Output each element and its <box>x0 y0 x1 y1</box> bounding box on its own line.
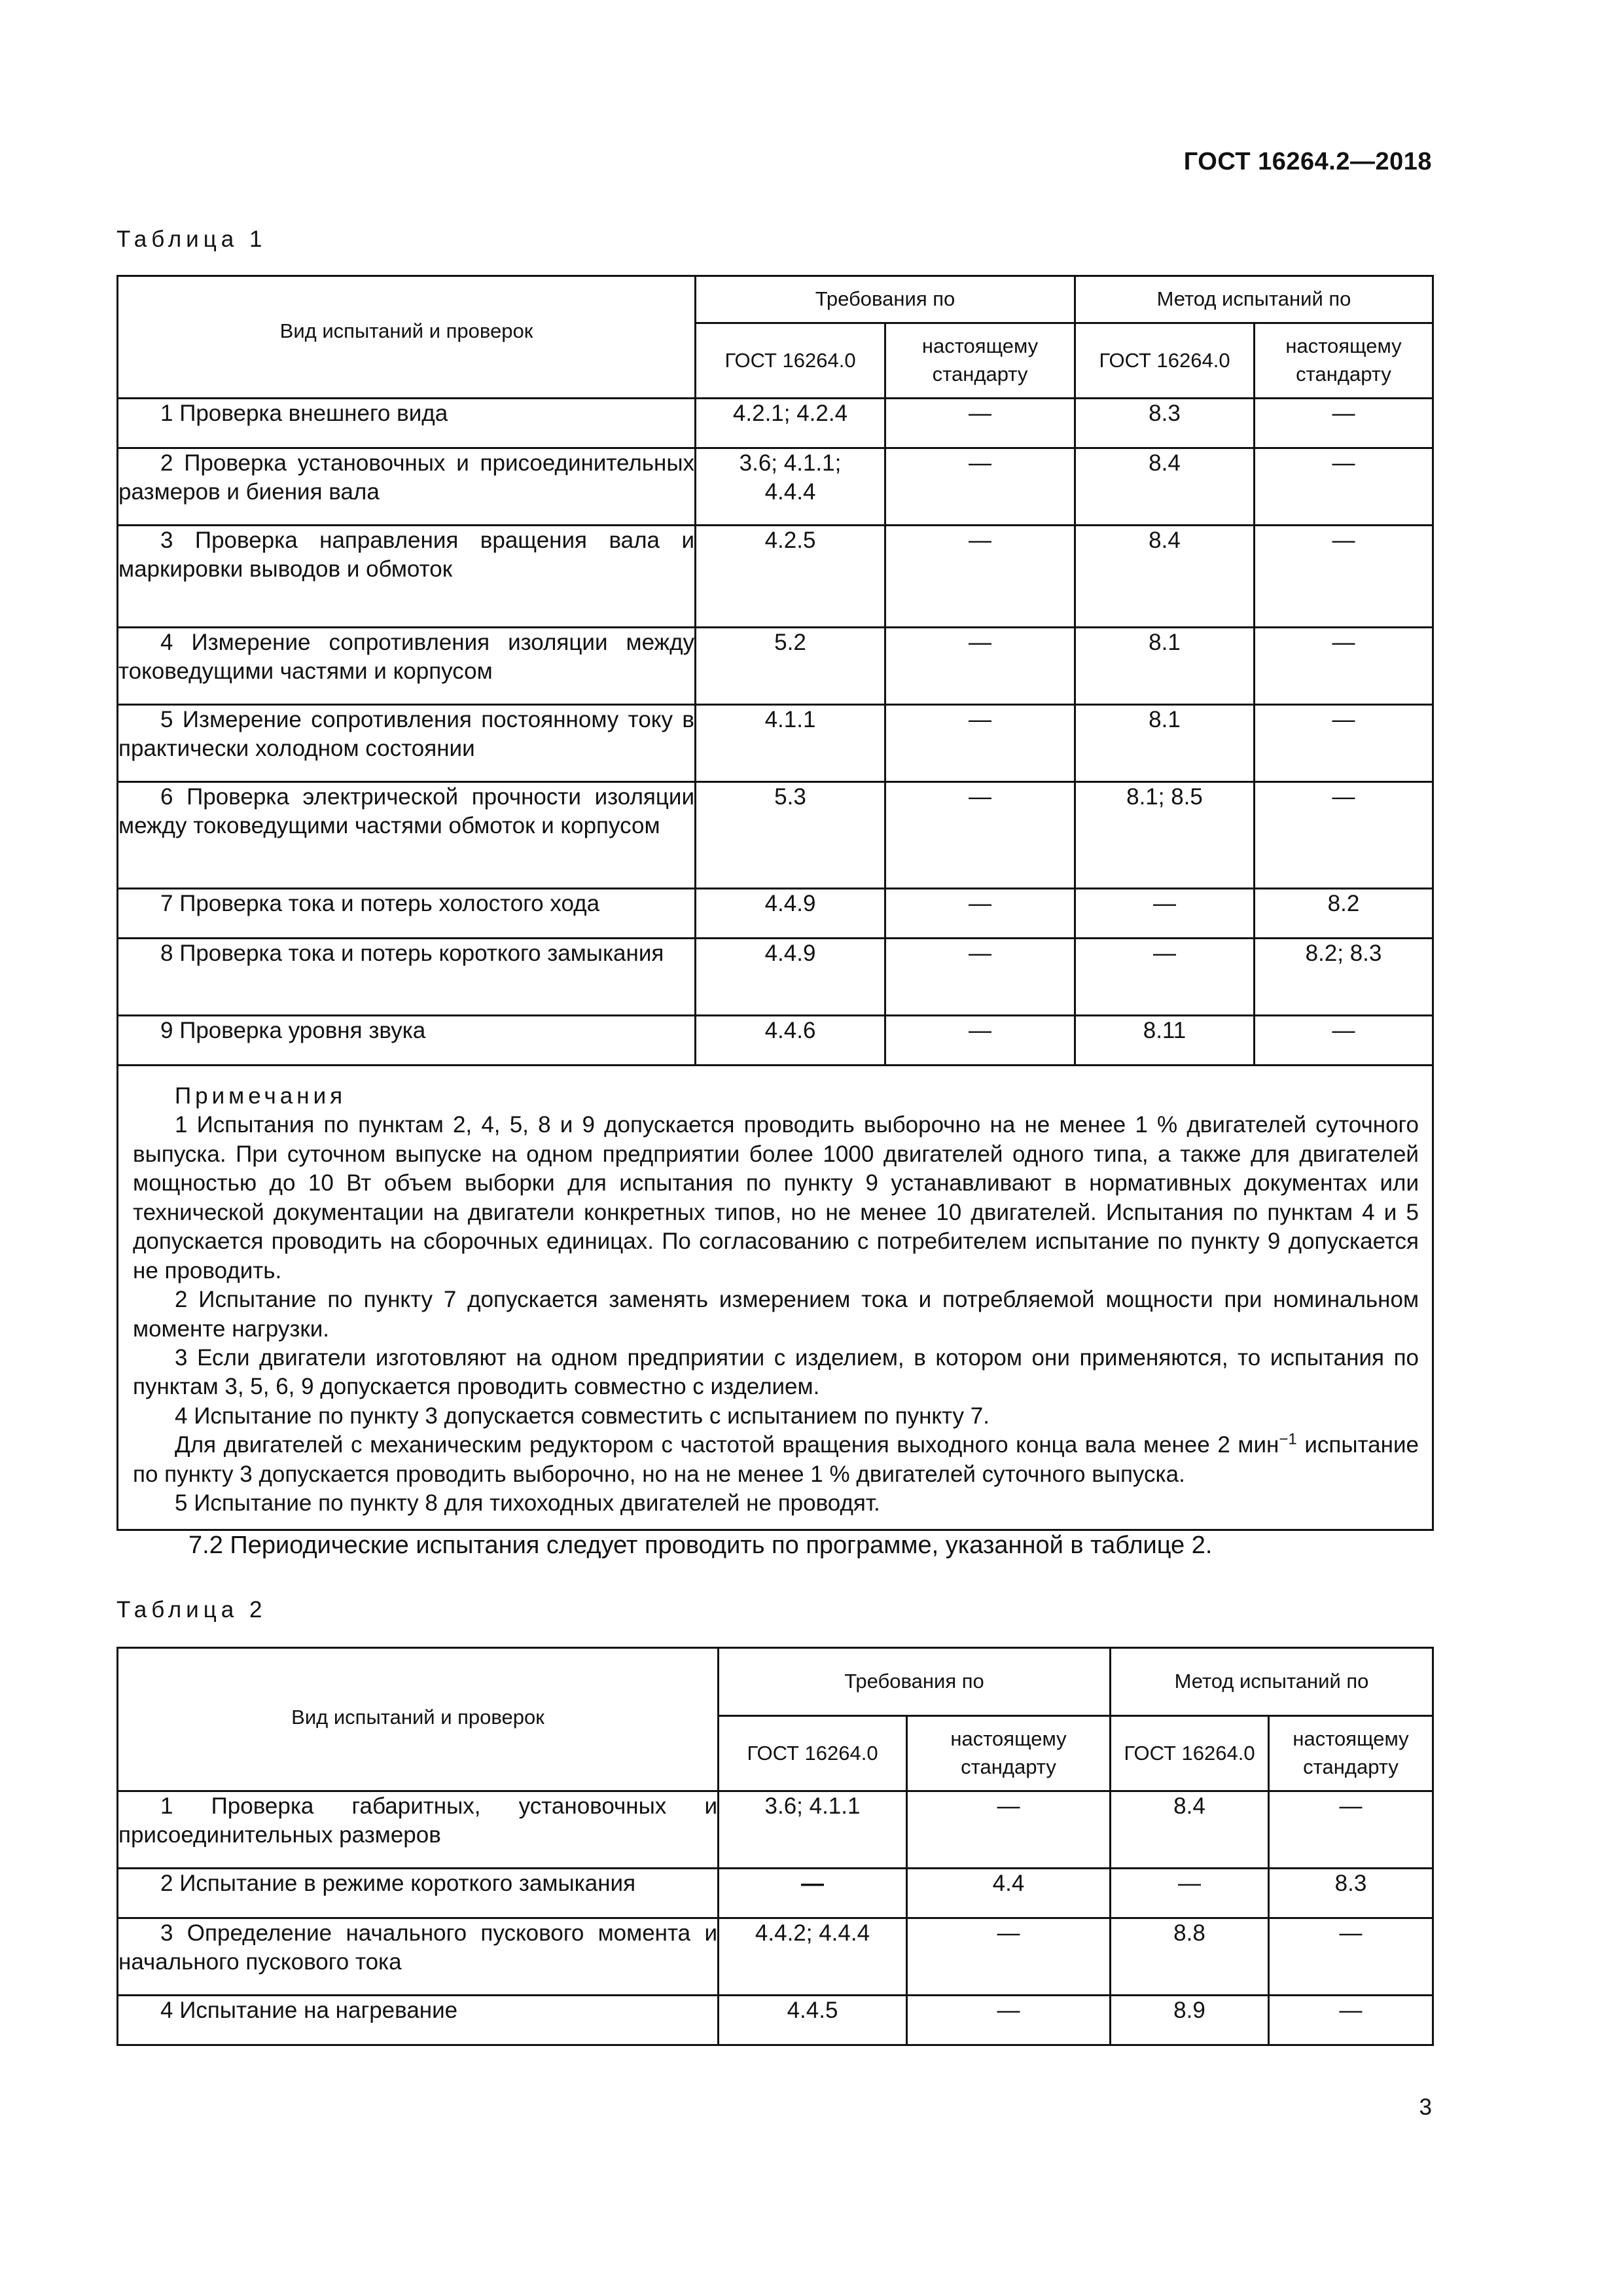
met-std-cell: — <box>1255 526 1433 628</box>
met-std-cell: — <box>1255 399 1433 448</box>
page-number: 3 <box>1419 2094 1432 2120</box>
req-std-cell: — <box>885 526 1075 628</box>
req-std-cell: — <box>907 1791 1111 1869</box>
table-row <box>118 1869 1433 1918</box>
notes-row <box>118 1066 1433 1530</box>
table-row <box>118 1918 1433 1996</box>
header-test-method: Метод испытаний по <box>1075 276 1433 323</box>
header-requirements: Требования по <box>719 1648 1111 1716</box>
header-met-gost: ГОСТ 16264.0 <box>1111 1716 1269 1791</box>
table-row <box>118 1016 1433 1066</box>
met-gost-cell: 8.11 <box>1075 1016 1255 1066</box>
table-row <box>118 1791 1433 1869</box>
req-gost-cell: — <box>719 1869 907 1918</box>
met-gost-cell: — <box>1075 889 1255 939</box>
document-code: ГОСТ 16264.2—2018 <box>1183 148 1432 175</box>
met-std-cell: — <box>1255 705 1433 782</box>
met-gost-cell: 8.4 <box>1075 526 1255 628</box>
table-row <box>118 1996 1433 2045</box>
note-4b-text-end: испытание по пункту 3 допускается проводить выборочно, но на не менее 1 % двигателей суточного выпуска. <box>133 1432 1419 1487</box>
table-2 <box>116 1647 1434 2046</box>
req-gost-cell: 4.4.6 <box>696 1016 885 1066</box>
req-std-cell: — <box>885 705 1075 782</box>
req-std-cell: — <box>885 939 1075 1016</box>
test-name: 1 Проверка внешнего вида <box>118 399 696 448</box>
table-2-body <box>118 1791 1433 2045</box>
table-row <box>118 889 1433 939</box>
table-row <box>118 526 1433 628</box>
test-name: 7 Проверка тока и потерь холостого хода <box>118 889 696 939</box>
req-gost-cell: 4.2.1; 4.2.4 <box>696 399 885 448</box>
table-1-body <box>118 399 1433 1530</box>
table-1-caption: Таблица 1 <box>116 226 267 252</box>
table-row <box>118 399 1433 448</box>
req-std-cell: — <box>885 782 1075 889</box>
met-std-cell: 8.2 <box>1255 889 1433 939</box>
header-req-gost: ГОСТ 16264.0 <box>719 1716 907 1791</box>
table-row <box>118 782 1433 889</box>
met-std-cell: — <box>1269 1918 1433 1996</box>
test-name: 1 Проверка габаритных, установочных и присоединительных размеров <box>118 1791 719 1869</box>
note-3: 3 Если двигатели изготовляют на одном предприятии с изделием, в котором они применяются, то испытания по пунктам 3, 5, 6, 9 допускается проводить совместно с изделием. <box>133 1344 1419 1400</box>
req-gost-cell: 4.2.5 <box>696 526 885 628</box>
req-std-cell: 4.4 <box>907 1869 1111 1918</box>
met-gost-cell: — <box>1111 1869 1269 1918</box>
test-name: 9 Проверка уровня звука <box>118 1016 696 1066</box>
req-gost-cell: 5.2 <box>696 628 885 705</box>
req-gost-cell: 3.6; 4.1.1 <box>719 1791 907 1869</box>
met-std-cell: — <box>1255 628 1433 705</box>
met-std-cell: — <box>1255 1016 1433 1066</box>
table-row <box>118 448 1433 526</box>
req-gost-cell: 4.4.5 <box>719 1996 907 2045</box>
test-name: 3 Определение начального пускового момента и начального пускового тока <box>118 1918 719 1996</box>
met-gost-cell: 8.4 <box>1111 1791 1269 1869</box>
header-test-type: Вид испытаний и проверок <box>118 276 696 399</box>
test-name: 8 Проверка тока и потерь короткого замыкания <box>118 939 696 1016</box>
note-1: 1 Испытания по пунктам 2, 4, 5, 8 и 9 допускается проводить выборочно на не менее 1 % двигателей суточного выпуска. При суточном выпуске на одном предприятии более 1000 двигателей одного типа, а также для двигателей мощностью до 10 Вт объем выборки для испытания по пункту 9 устанавливают в нормативных документах или технической документации на двигатели конкретных типов, но не менее 10 двигателей. Испытания по пунктам 4 и 5 допускается проводить на сборочных единицах. По согласованию с потребителем испытание по пункту 9 допускается не проводить. <box>133 1112 1419 1283</box>
header-req-std: настоящему стандарту <box>885 323 1075 399</box>
table-2-caption: Таблица 2 <box>116 1597 267 1623</box>
test-name: 3 Проверка направления вращения вала и маркировки выводов и обмоток <box>118 526 696 628</box>
test-name: 4 Измерение сопротивления изоляции между токоведущими частями и корпусом <box>118 628 696 705</box>
met-gost-cell: 8.1 <box>1075 628 1255 705</box>
req-gost-cell: 4.4.9 <box>696 889 885 939</box>
req-gost-cell: 4.4.9 <box>696 939 885 1016</box>
header-req-std: настоящему стандарту <box>907 1716 1111 1791</box>
test-name: 2 Испытание в режиме короткого замыкания <box>118 1869 719 1918</box>
test-name: 4 Испытание на нагревание <box>118 1996 719 2045</box>
met-std-cell: 8.3 <box>1269 1869 1433 1918</box>
met-std-cell: — <box>1269 1996 1433 2045</box>
header-met-std: настоящему стандарту <box>1269 1716 1433 1791</box>
table-row <box>118 939 1433 1016</box>
note-4-addendum <box>133 1431 1419 1489</box>
met-std-cell: — <box>1255 448 1433 526</box>
header-met-std: настоящему стандарту <box>1255 323 1433 399</box>
note-2: 2 Испытание по пункту 7 допускается заменять измерением тока и потребляемой мощности при номинальном моменте нагрузки. <box>133 1287 1419 1342</box>
req-std-cell: — <box>885 448 1075 526</box>
note-4b-text: Для двигателей с механическим редуктором с частотой вращения выходного конца вала менее 2 мин <box>175 1432 1279 1458</box>
req-std-cell: — <box>885 1016 1075 1066</box>
test-name: 6 Проверка электрической прочности изоляции между токоведущими частями обмоток и корпусом <box>118 782 696 889</box>
req-gost-cell: 3.6; 4.1.1; 4.4.4 <box>696 448 885 526</box>
met-gost-cell: 8.3 <box>1075 399 1255 448</box>
test-name: 2 Проверка установочных и присоединительных размеров и биения вала <box>118 448 696 526</box>
met-gost-cell: 8.9 <box>1111 1996 1269 2045</box>
met-std-cell: — <box>1255 782 1433 889</box>
note-5: 5 Испытание по пункту 8 для тихоходных двигателей не проводят. <box>175 1490 880 1516</box>
met-std-cell: 8.2; 8.3 <box>1255 939 1433 1016</box>
met-gost-cell: 8.4 <box>1075 448 1255 526</box>
table-row <box>118 628 1433 705</box>
note-4: 4 Испытание по пункту 3 допускается совместить с испытанием по пункту 7. <box>175 1403 990 1429</box>
req-gost-cell: 4.1.1 <box>696 705 885 782</box>
req-std-cell: — <box>885 889 1075 939</box>
req-gost-cell: 5.3 <box>696 782 885 889</box>
req-std-cell: — <box>907 1996 1111 2045</box>
header-met-gost: ГОСТ 16264.0 <box>1075 323 1255 399</box>
req-std-cell: — <box>907 1918 1111 1996</box>
met-gost-cell: 8.1 <box>1075 705 1255 782</box>
table-1 <box>116 275 1434 1531</box>
req-gost-cell: 4.4.2; 4.4.4 <box>719 1918 907 1996</box>
test-name: 5 Измерение сопротивления постоянному току в практически холодном состоянии <box>118 705 696 782</box>
header-test-type: Вид испытаний и проверок <box>118 1648 719 1791</box>
section-7-2: 7.2 Периодические испытания следует проводить по программе, указанной в таблице 2. <box>188 1532 1213 1559</box>
header-req-gost: ГОСТ 16264.0 <box>696 323 885 399</box>
note-4b-exponent: −1 <box>1279 1430 1297 1448</box>
met-gost-cell: — <box>1075 939 1255 1016</box>
notes-title: Примечания <box>175 1083 347 1109</box>
met-gost-cell: 8.8 <box>1111 1918 1269 1996</box>
header-test-method: Метод испытаний по <box>1111 1648 1433 1716</box>
req-std-cell: — <box>885 399 1075 448</box>
header-requirements: Требования по <box>696 276 1075 323</box>
table-row <box>118 705 1433 782</box>
table-1-notes <box>118 1066 1433 1530</box>
met-std-cell: — <box>1269 1791 1433 1869</box>
met-gost-cell: 8.1; 8.5 <box>1075 782 1255 889</box>
req-std-cell: — <box>885 628 1075 705</box>
